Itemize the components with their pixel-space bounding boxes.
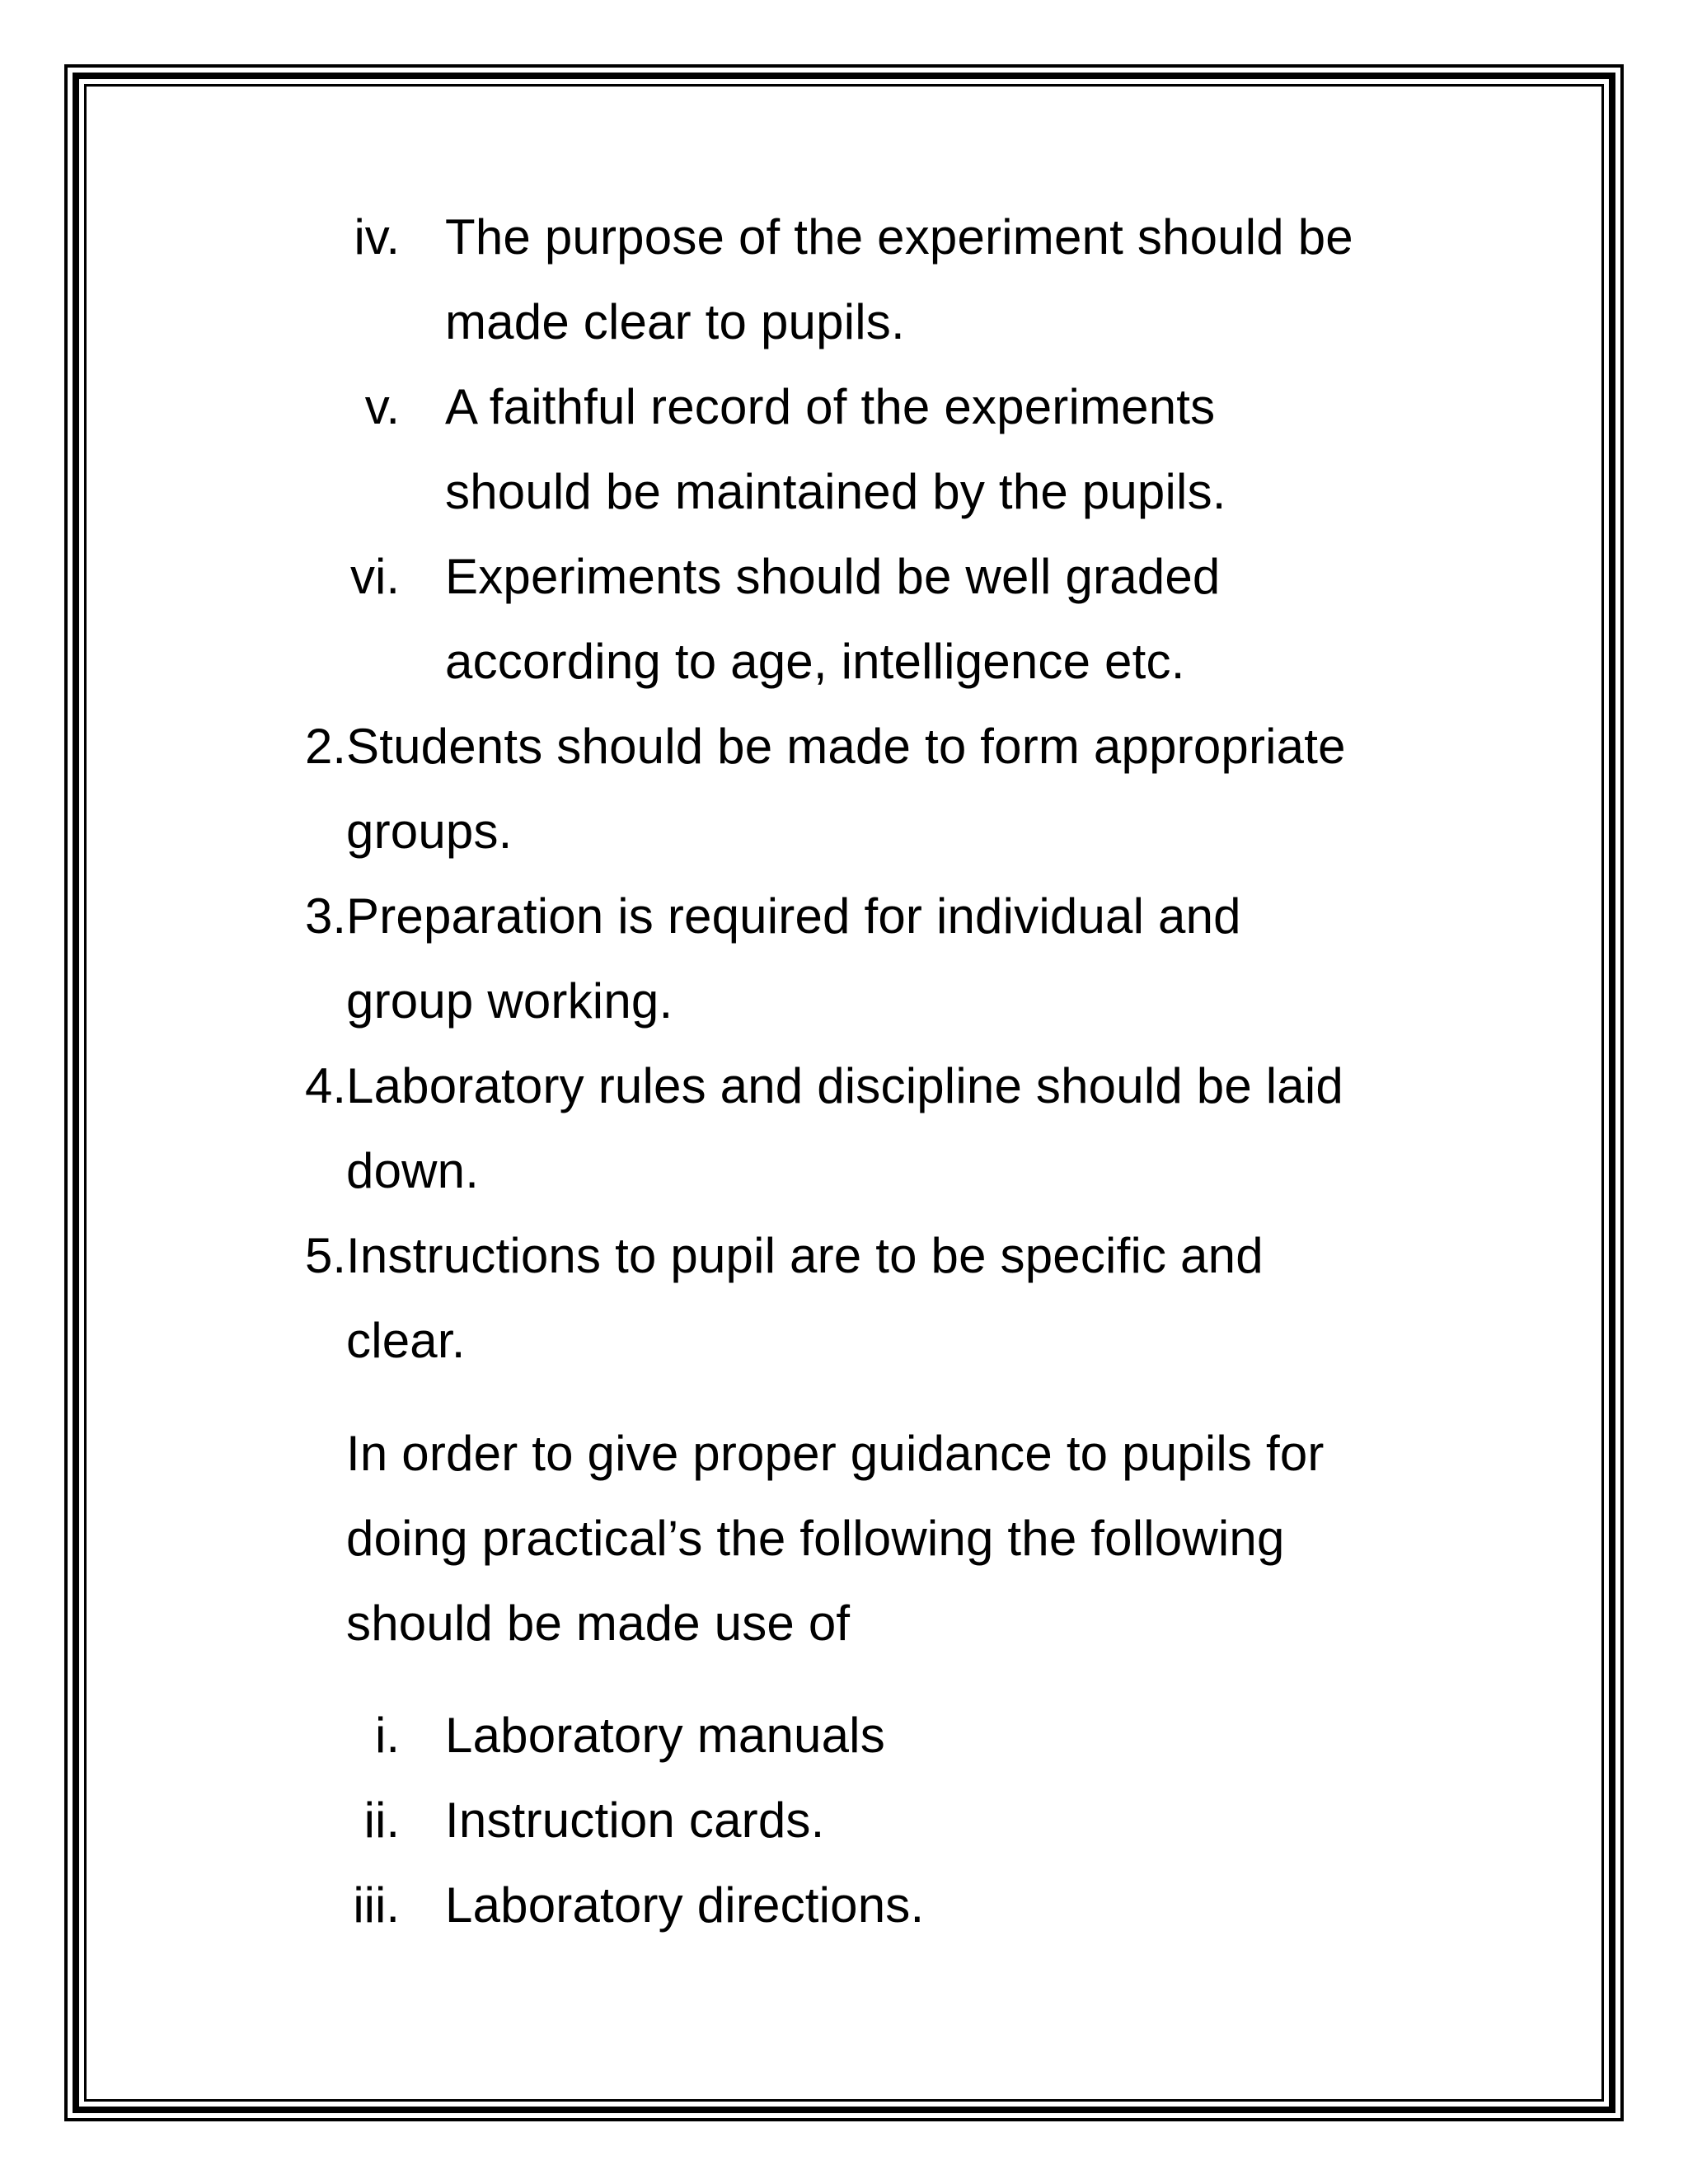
list-marker: 3. bbox=[304, 888, 346, 944]
list-marker: iii. bbox=[353, 1877, 400, 1933]
list-item-text: Laboratory directions. bbox=[445, 1877, 925, 1933]
list-marker: 4. bbox=[304, 1058, 346, 1113]
paragraph-line: should be made use of bbox=[346, 1596, 851, 1651]
list-item-text: down. bbox=[346, 1143, 480, 1198]
list-item-text: Students should be made to form appropriate bbox=[346, 719, 1346, 774]
list-item-text: made clear to pupils. bbox=[445, 294, 905, 349]
list-item-text: group working. bbox=[346, 973, 673, 1029]
list-item-text: according to age, intelligence etc. bbox=[445, 634, 1185, 689]
list-marker: vi. bbox=[350, 549, 400, 604]
list-item-text: A faithful record of the experiments bbox=[445, 379, 1216, 434]
list-marker: 5. bbox=[304, 1228, 346, 1283]
list-marker: 2. bbox=[304, 719, 346, 774]
list-marker: v. bbox=[364, 379, 400, 434]
list-item-text: clear. bbox=[346, 1313, 466, 1368]
list-item-text: Laboratory rules and discipline should be laid bbox=[346, 1058, 1343, 1113]
list-item-text: The purpose of the experiment should be bbox=[445, 209, 1353, 265]
list-item-text: Preparation is required for individual and bbox=[346, 888, 1241, 944]
list-item-text: should be maintained by the pupils. bbox=[445, 464, 1226, 519]
list-item-text: Instruction cards. bbox=[445, 1793, 825, 1848]
paragraph-line: In order to give proper guidance to pupils for bbox=[346, 1426, 1325, 1481]
list-marker: iv. bbox=[354, 209, 400, 265]
paragraph-line: doing practical’s the following the following bbox=[346, 1511, 1285, 1566]
list-marker: i. bbox=[375, 1708, 400, 1763]
list-item-text: groups. bbox=[346, 804, 513, 859]
list-marker: ii. bbox=[363, 1793, 400, 1848]
list-item-text: Experiments should be well graded bbox=[445, 549, 1221, 604]
list-item-text: Laboratory manuals bbox=[445, 1708, 885, 1763]
list-item-text: Instructions to pupil are to be specific and bbox=[346, 1228, 1264, 1283]
